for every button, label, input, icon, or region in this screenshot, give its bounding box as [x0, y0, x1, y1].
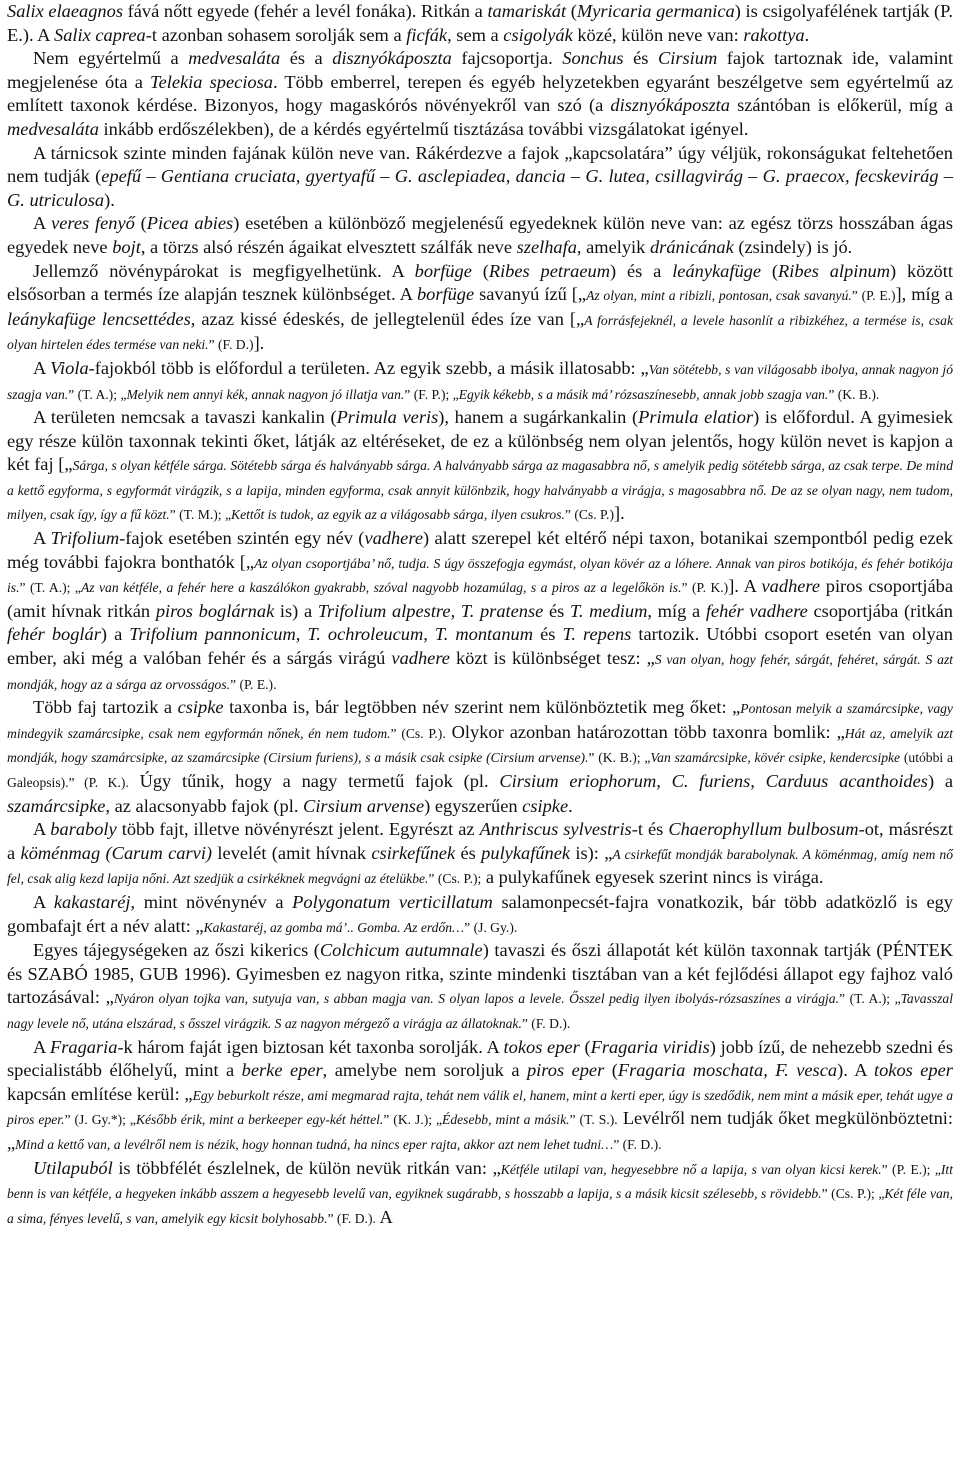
text-paragraph — [7, 1157, 953, 1231]
italic-term: berke eper — [241, 1060, 323, 1081]
italic-term: Cirsium — [657, 48, 718, 69]
body-text: Egyes tájegységeken az őszi kikerics ( — [33, 940, 320, 961]
body-text: A — [33, 357, 51, 378]
body-text: ) alatt szerepel két eltérő népi taxon, botanikai szempontból pedig ezek még további fajokra bonthatók [„ — [7, 528, 953, 572]
body-text: salamonpecsét-fajra vonatkozik, bár több adatközlő is egy gombafajt ért a név alatt: „ — [7, 891, 953, 936]
italic-term: Telekia speciosa — [150, 71, 273, 92]
source-citation: ” (T. M.); „ — [169, 507, 231, 523]
source-citation: ” (T. A.); „ — [19, 580, 81, 596]
text-paragraph — [7, 406, 953, 527]
italic-term: vadhere — [391, 648, 450, 669]
quote-text: Az van kétféle, a fehér here a kaszálókon gyakrabb, szóval nagyobb hozamúlag, s a piros az a legelőkön is. — [80, 580, 682, 596]
body-text: tartozik. Utóbbi csoport esetén van olyan ember, aki még a valóban fehér és a sárgás virágú — [7, 624, 954, 669]
italic-term: Picea abies — [146, 213, 234, 234]
body-text: piros csoportjába (amit hívnak ritkán — [7, 576, 953, 621]
source-citation: ” (P. E.) — [851, 288, 896, 304]
body-text: . Több emberrel, terepen és egyéb helyzetekben egyaránt beszélgetve sem egyértelmű az említett taxonok kérdése. Bizonyos, hogy magaskórós növényekről van szó (a — [7, 71, 953, 116]
text-paragraph — [7, 1036, 953, 1157]
italic-term: veres fenyő — [51, 213, 135, 234]
body-text: és — [623, 48, 658, 69]
italic-term: medvesaláta — [188, 48, 281, 69]
body-text: fajcsoportja. — [451, 48, 563, 69]
italic-term: borfüge — [416, 284, 475, 305]
body-text: kapcsán említése kerül: „ — [7, 1083, 193, 1104]
body-text: , azaz kissé édeskés, de jellegtelenül édes íze van [„ — [190, 308, 585, 329]
italic-term: dránicának — [649, 236, 734, 257]
quote-text: Van sötétebb, s van világosabb ibolya, annak nagyon jó szagja van. — [7, 361, 953, 402]
source-citation: (utóbbi a Galeopsis). — [7, 750, 953, 790]
body-text: ). — [104, 189, 115, 210]
body-text: csoportjába (ritkán — [807, 600, 953, 621]
body-text: -fajokból több is előfordul a területen. Az egyik szebb, a másik illatosabb: „ — [88, 357, 649, 378]
italic-term: tokos eper — [503, 1036, 580, 1057]
source-citation: ” (J. Gy.*); „ — [64, 1112, 136, 1128]
text-paragraph — [7, 891, 953, 939]
italic-term: Fragaria moschata, F. vesca — [617, 1060, 838, 1081]
body-text: ( — [604, 1060, 618, 1081]
quote-text: Kétféle utilapi van, hegyesebbre nő a lapija, s van olyan kicsi kerek. — [500, 1161, 882, 1177]
italic-term: Salix caprea — [54, 24, 146, 45]
italic-term: Salix elaeagnos — [7, 1, 123, 21]
body-text: ) is előfordul. A gyimesiek egy része külön taxonnak tekinti őket, látják az eltéréseket, de ez a különbség nem olyan jelentős, hogy külön nevet is kapjon a két faj [„ — [7, 407, 953, 475]
italic-term: szelhafa — [516, 236, 577, 257]
italic-term: Colchicum autumnale — [319, 940, 483, 961]
italic-term: Fragaria viridis — [590, 1036, 710, 1057]
text-paragraph — [7, 47, 953, 141]
body-text: -t és — [631, 819, 669, 840]
quote-text: A forrásfejeknél, a levele hasonlít a ribizkéhez, a termése is, csak olyan hirtelen édes termése van neki. — [7, 312, 953, 353]
body-text: A — [33, 891, 54, 912]
italic-term: Ribes alpinum — [778, 260, 891, 281]
quote-text: Két féle van, a sima, fényes levelű, s van, amelyik egy kicsit bolyhosabb. — [7, 1186, 953, 1226]
source-citation: ” (P. K.) — [681, 580, 729, 596]
body-text: ( — [134, 213, 147, 234]
body-text: ). A — [837, 1060, 874, 1081]
italic-term: Trifolium — [50, 528, 120, 549]
quote-text: Az olyan, mint a ribizli, pontosan, csak savanyú. — [586, 288, 852, 304]
quote-text: Van szamárcsipke, kövér csipke, kendercsipke — [650, 750, 901, 766]
italic-term: Fragaria — [49, 1036, 118, 1057]
body-text: és — [455, 842, 482, 863]
source-citation: ” (P. E.); „ — [881, 1161, 941, 1177]
italic-term: Primula elatior — [638, 407, 754, 428]
body-text: . — [568, 795, 573, 816]
body-text: Nem egyértelmű a — [33, 48, 189, 69]
italic-term: rakottya — [743, 24, 805, 45]
body-text: -fajok esetében szintén egy név ( — [119, 528, 365, 549]
body-text: is többfélét észlelnek, de külön nevük ritkán van: „ — [112, 1157, 501, 1178]
body-text: (zsindely) is jó. — [733, 236, 853, 257]
body-text: taxonba is, bár legtöbben név szerint nem különböztetik meg őket: „ — [223, 697, 741, 718]
body-text: -ot, másrészt a — [7, 819, 953, 863]
body-text: A — [33, 528, 51, 549]
body-text: és a — [280, 48, 333, 69]
italic-term: tamariskát — [487, 1, 567, 21]
body-text: ) a — [927, 771, 953, 791]
source-citation: ” (T. A.); „ — [839, 991, 901, 1007]
italic-term: leánykafüge lencsettédes — [7, 308, 191, 329]
body-text: A — [33, 1036, 50, 1057]
body-text: ( — [579, 1036, 591, 1057]
text-paragraph — [7, 818, 953, 891]
source-citation: ” (Cs. P.) — [564, 507, 614, 523]
body-text: levelét (amit hívnak — [212, 842, 372, 863]
source-citation: ” (Cs. P.); „ — [821, 1186, 885, 1202]
body-text: inkább erdőszélekben), de a kérdés egyértelmű tisztázása további vizsgálatokat igényel. — [98, 118, 749, 139]
body-text: , mint növénynév a — [130, 891, 293, 912]
italic-term: piros boglárnak — [155, 600, 275, 621]
italic-term: Cirsium arvense — [303, 795, 425, 816]
source-citation: ” (Cs. P.); — [428, 871, 482, 887]
italic-term: fehér vadhere — [705, 600, 808, 621]
body-text: ) között elsősorban a termés íze alapján tesznek különbséget. A — [7, 260, 953, 305]
italic-term: Anthriscus sylvestris — [479, 819, 632, 840]
italic-term: Polygonatum verticillatum — [292, 891, 493, 912]
body-text: ) jobb ízű, de nehezebb szedni és specialistább élőhelyű, mint a — [7, 1036, 953, 1081]
italic-term: leánykafüge — [672, 260, 762, 281]
text-paragraph — [7, 696, 953, 818]
body-text: a pulykafűnek egyesek szerint nincs is virága. — [481, 867, 824, 888]
body-text: fává nőtt egyede (fehér a levél fonáka). Ritkán a — [122, 1, 488, 21]
italic-term: Trifolium pannonicum, T. ochroleucum, T. montanum — [129, 624, 534, 645]
italic-term: köménmag (Carum carvi) — [20, 842, 213, 863]
body-text: és — [533, 624, 563, 645]
body-text: A tárnicsok szinte minden fajának külön neve van. Rákérdezve a fajok „kapcsolatára” úgy véljük, rokonságukat feltehetően nem tudják ( — [7, 142, 953, 187]
source-citation: ” (F. D.) — [208, 337, 254, 353]
source-citation: ” (F. D.). — [521, 1015, 571, 1031]
body-text: , amelybe nem soroljuk a — [322, 1060, 527, 1081]
italic-term: epefű – Gentiana cruciata, gyertyafű – G. asclepiadea, dancia – G. lutea, csillagvirág – G. praecox, fecskevirág – G. utriculosa — [7, 166, 954, 210]
italic-term: szamárcsipke — [7, 795, 106, 816]
text-paragraph — [7, 357, 953, 406]
body-text: ) esetében a különböző megjelenésű egyedeknek külön neve van: az egész törzs hosszában ágas egyedek neve — [7, 213, 953, 257]
body-text: , amelyik — [576, 236, 650, 257]
italic-term: csirkefűnek — [371, 842, 456, 863]
italic-term: Primula veris — [336, 407, 439, 428]
italic-term: medvesaláta — [7, 118, 99, 139]
body-text: szántóban is előkerül, míg a — [729, 95, 953, 116]
source-citation: ” (K. B.); „ — [588, 750, 651, 766]
quote-text: Később érik, mint a berkeeper egy-két héttel. — [135, 1112, 384, 1128]
body-text: Jellemző növénypárokat is megfigyelhetünk. A — [33, 260, 415, 281]
quote-text: S van olyan, hogy fehér, sárgát, fehéret, sárgát. S azt mondják, hogy az a sárga az orvosságos. — [7, 652, 954, 692]
source-citation: ” (P. K.). — [68, 775, 129, 790]
body-text: ) a — [100, 624, 130, 645]
quote-text: (Cirsium furiens), s a másik csak csipke (Cirsium arvense). — [259, 750, 589, 766]
source-citation: ” (F. D.). — [327, 1210, 376, 1226]
quote-text: Egy beburkolt része, ami megmarad rajta, tehát nem válik el, hanem, mint a kerti eper, úgy is szedődik, nem mint a másik eper, tehát ugye a piros eper. — [7, 1087, 953, 1128]
body-text: ) egyszerűen — [424, 795, 523, 816]
body-text: ]. — [613, 503, 625, 524]
quote-text: Egyik kékebb, s a másik má’ rózsaszínesebb, annak jobb szagja van. — [458, 386, 829, 402]
source-citation: ” (F. P.); „ — [404, 386, 459, 402]
italic-term: disznyókáposzta — [332, 48, 452, 69]
body-text: A — [33, 213, 52, 234]
italic-term: fehér boglár — [7, 624, 101, 645]
italic-term: csigolyák — [503, 24, 573, 45]
body-text: . — [804, 24, 810, 45]
source-citation: ” (T. S.). — [569, 1112, 618, 1128]
body-text: A — [375, 1206, 393, 1227]
body-text: ) tavaszi és őszi állapotát két külön taxonnak tartják (PÉNTEK és SZABÓ 1985, GUB 1996). Gyimesben ez nagyon ritka, szinte mindenki tisztában van a két fejlődési állapot egy fajhoz való tartozásával: „ — [7, 940, 954, 1008]
italic-term: vadhere — [364, 528, 423, 549]
italic-term: disznyókáposzta — [610, 95, 730, 116]
italic-term: Ribes petraeum — [488, 260, 611, 281]
body-text: A területen nemcsak a tavaszi kankalin ( — [33, 407, 337, 428]
quote-text: Sárga, s olyan kétféle sárga. Sötétebb sárga és halványabb sárga. A halványabb sárga az magasabbra nő, s amelyik pedig sötétebb sárga, az csak terpe. De mind a kettő egyforma, s egyformát virágzik, s a lapija, minden egyforma, csak annyit különbzik, hogy halványabb a virágja, s magosabbra nő. De az se olyan nagy, nem tudom, milyen, csak így, így a fű közt. — [7, 458, 953, 523]
body-text: közt is különbséget tesz: „ — [449, 648, 655, 669]
text-paragraph — [7, 527, 953, 696]
italic-term: Sonchus — [562, 48, 624, 69]
italic-term: Viola — [50, 357, 89, 378]
body-text: is) a — [274, 600, 318, 621]
quote-text: Pontosan melyik a szamárcsipke, vagy mindegyik szamárcsipke, csak nem egyformán nőnek, én nem tudom. — [7, 701, 953, 741]
text-paragraph — [7, 0, 953, 47]
body-text: Úgy tűnik, hogy a nagy termetű fajok (pl. — [128, 771, 500, 791]
body-text: ) és a — [610, 260, 673, 281]
italic-term: Chaerophyllum bulbosum — [668, 819, 859, 840]
body-text: , sem a — [447, 24, 504, 45]
body-text: , az alacsonyabb fajok (pl. — [105, 795, 304, 816]
quote-text: Melyik nem annyi kék, annak nagyon jó illatja van. — [126, 386, 405, 402]
text-paragraph — [7, 142, 953, 213]
italic-term: Myricaria germanica — [576, 1, 735, 21]
body-text: -k három faját igen biztosan két taxonba sorolják. A — [117, 1036, 504, 1057]
body-text: ], míg a — [895, 284, 953, 305]
italic-term: csipke — [522, 795, 569, 816]
quote-text: Kettőt is tudok, az egyik az a világosabb sárga, ilyen csukros. — [231, 507, 565, 523]
italic-term: Trifolium alpestre, T. pratense — [317, 600, 544, 621]
italic-term: csipke — [177, 697, 224, 718]
body-text: A — [33, 819, 51, 840]
text-paragraph — [7, 939, 953, 1035]
italic-term: ficfák — [406, 24, 448, 45]
text-paragraph — [7, 212, 953, 259]
body-text: ( — [566, 1, 577, 21]
body-text: , míg a — [647, 600, 706, 621]
source-citation: ” (T. A.); „ — [68, 386, 127, 402]
italic-term: tokos eper — [873, 1060, 953, 1081]
quote-text: Kakastaréj, az gomba má’.. Gomba. Az erdőn… — [203, 919, 465, 935]
body-text: több fajt, illetve növényrészt jelent. Egyrészt az — [116, 819, 480, 840]
quote-text: Tavasszal nagy levele nő, utána elszárad, s ősszel virágzik. S az nagyon mérgező a virágja az állatoknak. — [7, 991, 954, 1031]
body-text: ( — [761, 260, 779, 281]
body-text: -t azonban sohasem sorolják sem a — [145, 24, 407, 45]
quote-text: Nyáron olyan tojka van, sutyuja van, s abban magja van. S olyan lapos a levele. Ősszel pedig ilyen ibolyás-rózsaszínes a virágja. — [113, 991, 840, 1007]
body-text: ) is csigolyafélének tartják (P. E.). A — [7, 1, 953, 45]
body-text: ( — [471, 260, 489, 281]
quote-text: Hát az, amelyik azt mondják, hogy szamárcsipke, az szamárcsipke — [7, 725, 953, 766]
body-text: ]. — [253, 333, 265, 354]
body-text: fajok tartoznak ide, valamint megjelenése óta a — [7, 48, 953, 92]
quote-text: A csirkefűt mondják barabolynak. A köménmag, amíg nem nő fel, csak alig kezd lapija nőni. Azt szedjük a csirkéknek megvágni az ételükbe. — [7, 846, 954, 887]
italic-term: T. medium — [570, 600, 648, 621]
source-citation: ” (Cs. P.). — [390, 725, 446, 741]
italic-term: T. repens — [562, 624, 632, 645]
italic-term: vadhere — [761, 576, 821, 597]
body-text: Több faj tartozik a — [33, 697, 178, 718]
quote-text: Mind a kettő van, a levélről nem is nézik, hogy honnan tudná, ha nincs eper rajta, akkor azt nem lehet tudni… — [15, 1136, 614, 1152]
quote-text: Itt benn is van kétféle, a hegyeken inkább asszem a hegyesebb levelű van, egyiknek sugárabb, s hosszabb a lapija, s a másik kicsit szélesebb, s rövidebb. — [7, 1161, 953, 1202]
body-text: ]. A — [728, 576, 762, 597]
italic-term: bojt — [112, 236, 141, 257]
body-text: , a törzs alsó részén ágaikat elvesztett szálfák neve — [140, 236, 517, 257]
body-text: ), hanem a sugárkankalin ( — [438, 407, 639, 428]
source-citation: ” (J. Gy.). — [464, 919, 518, 935]
italic-term: Utilapuból — [33, 1157, 113, 1178]
quote-text: Az olyan csoportjába’ nő, tudja. S úgy összefogja egymást, olyan kövér az a lóhere. Annak van piros botikója, és fehér botikója is. — [7, 555, 953, 596]
italic-term: Cirsium eriophorum, C. furiens, Carduus acanthoides — [499, 771, 928, 791]
body-text: is): „ — [570, 842, 613, 863]
italic-term: piros eper — [526, 1060, 605, 1081]
body-text: Levélről nem tudják őket megkülönböztetni: „ — [7, 1108, 954, 1153]
italic-term: kakastaréj — [53, 891, 131, 912]
source-citation: ” (K. J.); „ — [383, 1112, 443, 1128]
italic-term: pulykafűnek — [481, 842, 571, 863]
body-text: közé, külön neve van: — [572, 24, 744, 45]
body-text: Olykor azonban határozottan több taxonra bomlik: „ — [445, 721, 845, 742]
text-paragraph — [7, 260, 953, 357]
body-text: és — [543, 600, 571, 621]
source-citation: ” (F. D.). — [613, 1136, 662, 1152]
body-text: savanyú ízű [„ — [474, 284, 587, 305]
quote-text: Édesebb, mint a másik. — [442, 1112, 570, 1128]
source-citation: ” (P. E.). — [230, 676, 277, 692]
italic-term: baraboly — [50, 819, 117, 840]
italic-term: borfüge — [414, 260, 472, 281]
source-citation: ” (K. B.). — [828, 386, 880, 402]
